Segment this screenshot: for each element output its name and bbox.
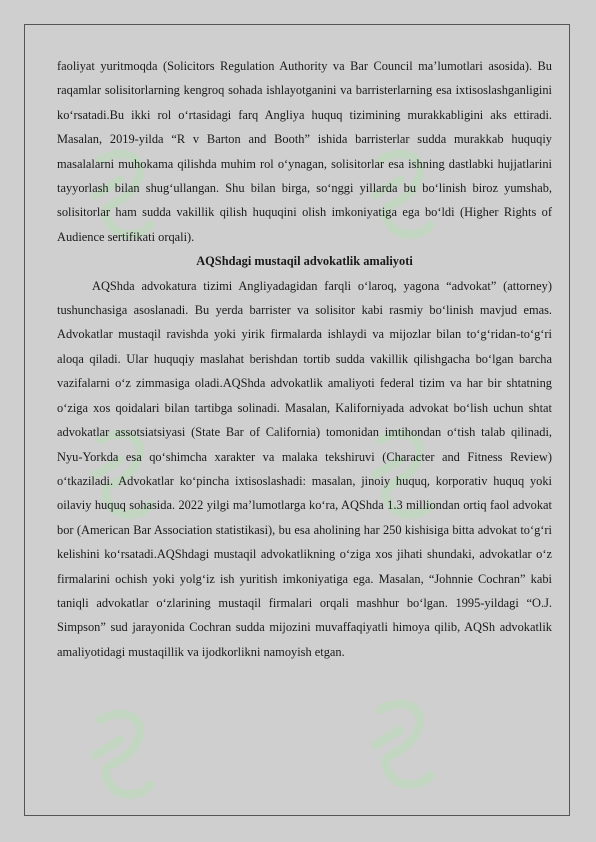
paragraph-continuation: faoliyat yuritmoqda (Solicitors Regulation Authority va Bar Council ma’lumotlari asosida). Bu raqamlar solisitorlarning kengroq sohada ishlayotganini va barristerlarning esa ixtisoslashganligini ko‘rsatadi.Bu ikki rol o‘rtasidagi farq Angliya huquq tizimining murakkabligini aks ettiradi. Masalan, 2019-yilda “R v Barton and Booth” ishida barristerlar sudda murakkab huquqiy masalalarni muhokama qilishda muhim rol o‘ynagan, solisitorlar esa ishning dastlabki hujjatlarini tayyorlash bilan shug‘ullangan. Shu bilan birga, so‘nggi yillarda bu bo‘linish biroz yumshab, solisitorlar ham sudda vakillik qilish huquqini olish imkoniyatiga ega bo‘ldi (Higher Rights of Audience sertifikati orqali). bbox=[57, 59, 552, 244]
section-heading: AQShdagi mustaqil advokatlik amaliyoti bbox=[196, 254, 413, 269]
document-body bbox=[57, 54, 552, 664]
paragraph-usa-advocacy: AQShda advokatura tizimi Angliyadagidan farqli o‘laroq, yagona “advokat” (attorney) tushunchasiga asoslanadi. Bu yerda barrister va solisitor kabi rasmiy bo‘linish mavjud emas. Advokatlar mustaqil ravishda yoki yirik firmalarda ishlaydi va mijozlar bilan to‘g‘ridan-to‘g‘ri aloqa qiladi. Ular huquqiy maslahat berishdan tortib sudda vakillik qilishgacha bo‘lgan barcha vazifalarni o‘z zimmasiga oladi.AQShda advokatlik amaliyoti federal tizim va har bir shtatning o‘ziga xos qoidalari bilan tartibga solinadi. Masalan, Kaliforniyada advokat bo‘lish uchun shtat advokatlar assotsiatsiyasi (State Bar of California) tomonidan imtihondan o‘tish talab qilinadi, Nyu-Yorkda esa qo‘shimcha xarakter va malaka tekshiruvi (Character and Fitness Review) o‘tkaziladi. Advokatlar ko‘pincha ixtisoslashadi: masalan, jinoiy huquq, korporativ huquq yoki oilaviy huquq sohasida. 2022 yilgi ma’lumotlarga ko‘ra, AQShda 1.3 milliondan ortiq faol advokat bor (American Bar Association statistikasi), bu esa aholining har 250 kishisiga bitta advokat to‘g‘ri kelishini ko‘rsatadi.AQShdagi mustaqil advokatlikning o‘ziga xos jihati shundaki, advokatlar o‘z firmalarini ochish yoki yolg‘iz ish yuritish imkoniyatiga ega. Masalan, “Johnnie Cochran” kabi taniqli advokatlar o‘zlarining mustaqil firmalari orqali mashhur bo‘lgan. 1995-yildagi “O.J. Simpson” sud jarayonida Cochran sudda mijozini muvaffaqiyatli himoya qilib, AQSh advokatlik amaliyotidagi mustaqillik va ijodkorlikni namoyish etgan. bbox=[57, 278, 552, 659]
